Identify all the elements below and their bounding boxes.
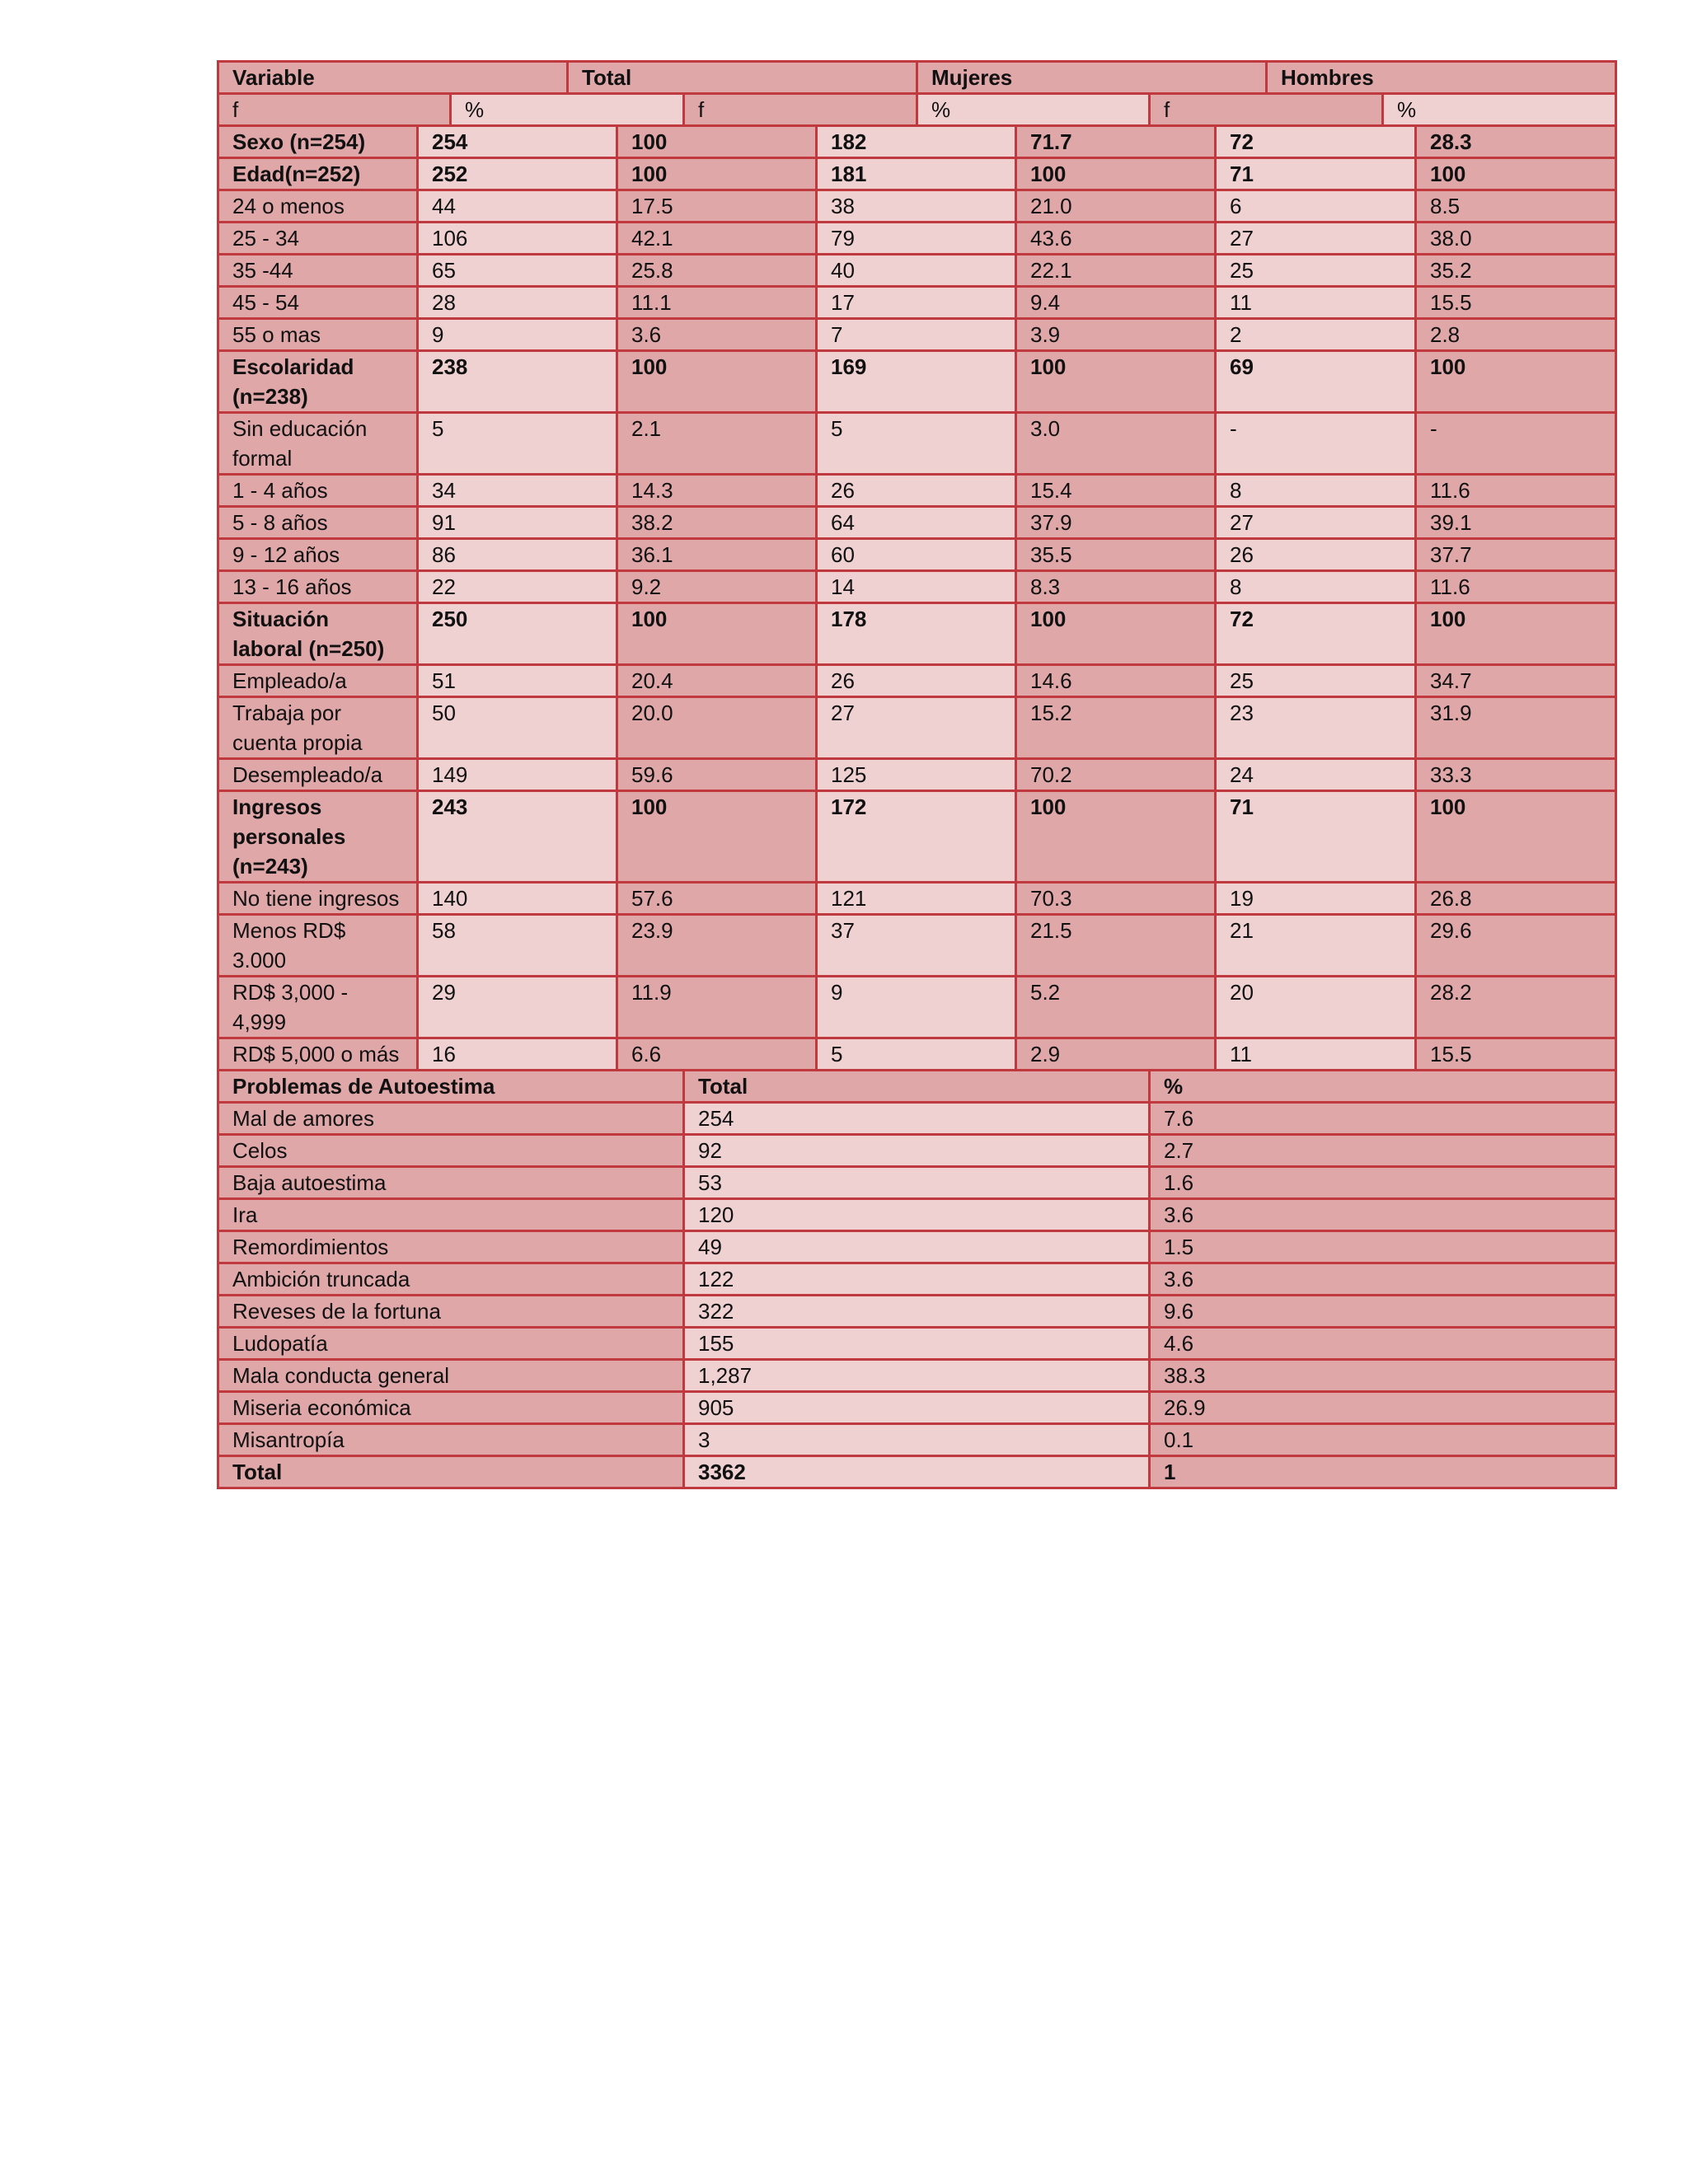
- row-value-cell: 20.0: [617, 697, 817, 759]
- row-value-cell: 21.5: [1016, 915, 1216, 977]
- row-value-cell: 51: [418, 665, 617, 697]
- row-value-cell: 69: [1216, 351, 1416, 413]
- row-value-cell: 25.8: [617, 255, 817, 287]
- subheader-cell: f: [684, 94, 917, 126]
- row-value-cell: 11: [1216, 1038, 1416, 1071]
- problem-total: 254: [684, 1103, 1150, 1135]
- problem-label: Mala conducta general: [218, 1360, 684, 1392]
- problem-label: Baja autoestima: [218, 1167, 684, 1199]
- subheader-row-table: [217, 92, 1617, 127]
- row-label: Sexo (n=254): [218, 126, 418, 158]
- row-value-cell: 9: [817, 977, 1016, 1038]
- row-value-cell: 14: [817, 571, 1016, 603]
- row-label: RD$ 3,000 - 4,999: [218, 977, 418, 1038]
- row-label: 45 - 54: [218, 287, 418, 319]
- row-value-cell: 172: [817, 791, 1016, 883]
- row-value-cell: 238: [418, 351, 617, 413]
- problem-total: 905: [684, 1392, 1150, 1424]
- row-value-cell: 21.0: [1016, 190, 1216, 223]
- row-value-cell: 60: [817, 539, 1016, 571]
- row-value-cell: 34: [418, 475, 617, 507]
- problem-percent: 3.6: [1150, 1263, 1616, 1296]
- problem-percent: 1.5: [1150, 1231, 1616, 1263]
- row-value-cell: 39.1: [1416, 507, 1616, 539]
- row-label: 24 o menos: [218, 190, 418, 223]
- row-value-cell: 44: [418, 190, 617, 223]
- row-value-cell: 100: [1416, 791, 1616, 883]
- problem-percent: 1.6: [1150, 1167, 1616, 1199]
- problem-percent: 26.9: [1150, 1392, 1616, 1424]
- row-value-cell: 7: [817, 319, 1016, 351]
- row-label: Situación laboral (n=250): [218, 603, 418, 665]
- problems-header-percent: %: [1150, 1071, 1616, 1103]
- row-value-cell: 5: [418, 413, 617, 475]
- row-label: Edad(n=252): [218, 158, 418, 190]
- row-value-cell: 9.4: [1016, 287, 1216, 319]
- row-value-cell: 100: [1016, 158, 1216, 190]
- row-value-cell: 100: [1416, 603, 1616, 665]
- problems-row: [218, 1167, 1616, 1199]
- problems-row: [218, 1360, 1616, 1392]
- header-variable: Variable: [218, 62, 568, 94]
- problems-header-label: Problemas de Autoestima: [218, 1071, 684, 1103]
- problem-label: Total: [218, 1456, 684, 1488]
- row-value-cell: 22.1: [1016, 255, 1216, 287]
- table-row: [218, 287, 1616, 319]
- row-value-cell: 26: [817, 665, 1016, 697]
- data-table-document: [217, 60, 1615, 1489]
- row-value-cell: 100: [617, 158, 817, 190]
- problems-row: [218, 1296, 1616, 1328]
- row-value-cell: 8.5: [1416, 190, 1616, 223]
- table-row: [218, 126, 1616, 158]
- row-value-cell: 72: [1216, 603, 1416, 665]
- row-value-cell: 20: [1216, 977, 1416, 1038]
- row-value-cell: 33.3: [1416, 759, 1616, 791]
- row-value-cell: 8.3: [1016, 571, 1216, 603]
- problems-row: [218, 1392, 1616, 1424]
- row-value-cell: 38: [817, 190, 1016, 223]
- row-value-cell: 100: [617, 791, 817, 883]
- problem-percent: 1: [1150, 1456, 1616, 1488]
- row-value-cell: 36.1: [617, 539, 817, 571]
- row-value-cell: -: [1416, 413, 1616, 475]
- row-value-cell: 125: [817, 759, 1016, 791]
- problem-label: Ira: [218, 1199, 684, 1231]
- problem-total: 1,287: [684, 1360, 1150, 1392]
- row-value-cell: 21: [1216, 915, 1416, 977]
- problem-label: Mal de amores: [218, 1103, 684, 1135]
- row-value-cell: 28: [418, 287, 617, 319]
- problem-total: 3362: [684, 1456, 1150, 1488]
- row-value-cell: 22: [418, 571, 617, 603]
- problem-percent: 38.3: [1150, 1360, 1616, 1392]
- row-value-cell: 37.9: [1016, 507, 1216, 539]
- row-value-cell: 58: [418, 915, 617, 977]
- problems-row: [218, 1424, 1616, 1456]
- table-row: [218, 190, 1616, 223]
- problem-label: Remordimientos: [218, 1231, 684, 1263]
- problem-label: Miseria económica: [218, 1392, 684, 1424]
- row-value-cell: 100: [1016, 603, 1216, 665]
- problem-total: 322: [684, 1296, 1150, 1328]
- row-label: 1 - 4 años: [218, 475, 418, 507]
- row-label: Menos RD$ 3.000: [218, 915, 418, 977]
- row-label: Trabaja por cuenta propia: [218, 697, 418, 759]
- table-row: [218, 158, 1616, 190]
- table-row: [218, 915, 1616, 977]
- row-value-cell: 42.1: [617, 223, 817, 255]
- table-row: [218, 603, 1616, 665]
- header-mujeres: Mujeres: [917, 62, 1267, 94]
- row-value-cell: 2.8: [1416, 319, 1616, 351]
- row-value-cell: 178: [817, 603, 1016, 665]
- problem-total: 120: [684, 1199, 1150, 1231]
- self-esteem-problems-body: [218, 1071, 1616, 1488]
- row-value-cell: 15.5: [1416, 287, 1616, 319]
- problems-header-row: [218, 1071, 1616, 1103]
- row-value-cell: 182: [817, 126, 1016, 158]
- row-value-cell: 70.3: [1016, 883, 1216, 915]
- row-value-cell: 25: [1216, 665, 1416, 697]
- row-value-cell: 2.1: [617, 413, 817, 475]
- row-value-cell: 79: [817, 223, 1016, 255]
- row-value-cell: 26: [1216, 539, 1416, 571]
- demographics-table: [217, 124, 1617, 1071]
- row-value-cell: 149: [418, 759, 617, 791]
- row-value-cell: 11: [1216, 287, 1416, 319]
- row-value-cell: 37: [817, 915, 1016, 977]
- row-value-cell: 250: [418, 603, 617, 665]
- row-value-cell: 50: [418, 697, 617, 759]
- row-value-cell: 24: [1216, 759, 1416, 791]
- table-row: [218, 697, 1616, 759]
- problems-row: [218, 1199, 1616, 1231]
- problem-percent: 3.6: [1150, 1199, 1616, 1231]
- row-value-cell: 27: [817, 697, 1016, 759]
- problem-label: Ambición truncada: [218, 1263, 684, 1296]
- row-value-cell: 28.2: [1416, 977, 1616, 1038]
- table-row: [218, 475, 1616, 507]
- row-value-cell: 100: [1416, 158, 1616, 190]
- row-value-cell: 100: [617, 603, 817, 665]
- row-value-cell: 35.2: [1416, 255, 1616, 287]
- subheader-cell: %: [1383, 94, 1616, 126]
- row-value-cell: 181: [817, 158, 1016, 190]
- row-value-cell: 17: [817, 287, 1016, 319]
- table-row: [218, 351, 1616, 413]
- header-row-table: [217, 60, 1617, 95]
- subheader-cell: %: [451, 94, 684, 126]
- problem-percent: 0.1: [1150, 1424, 1616, 1456]
- problem-label: Celos: [218, 1135, 684, 1167]
- row-label: 35 -44: [218, 255, 418, 287]
- problems-row: [218, 1263, 1616, 1296]
- table-row: [218, 1038, 1616, 1071]
- problem-total: 92: [684, 1135, 1150, 1167]
- row-value-cell: 15.4: [1016, 475, 1216, 507]
- row-value-cell: 252: [418, 158, 617, 190]
- header-row: [218, 62, 1616, 94]
- row-value-cell: 23: [1216, 697, 1416, 759]
- row-value-cell: 3.6: [617, 319, 817, 351]
- problem-total: 53: [684, 1167, 1150, 1199]
- row-value-cell: 6: [1216, 190, 1416, 223]
- problem-label: Ludopatía: [218, 1328, 684, 1360]
- row-value-cell: 3.0: [1016, 413, 1216, 475]
- demographics-table-body: [218, 126, 1616, 1071]
- table-row: [218, 319, 1616, 351]
- problem-percent: 9.6: [1150, 1296, 1616, 1328]
- row-value-cell: 57.6: [617, 883, 817, 915]
- row-value-cell: 29: [418, 977, 617, 1038]
- row-value-cell: 243: [418, 791, 617, 883]
- row-value-cell: 26: [817, 475, 1016, 507]
- row-value-cell: 121: [817, 883, 1016, 915]
- row-value-cell: 5: [817, 413, 1016, 475]
- row-value-cell: 5: [817, 1038, 1016, 1071]
- row-value-cell: 31.9: [1416, 697, 1616, 759]
- problem-total: 122: [684, 1263, 1150, 1296]
- row-label: Sin educación formal: [218, 413, 418, 475]
- problems-header-total: Total: [684, 1071, 1150, 1103]
- problem-label: Reveses de la fortuna: [218, 1296, 684, 1328]
- subheader-cell: f: [218, 94, 451, 126]
- row-label: Desempleado/a: [218, 759, 418, 791]
- problems-row: [218, 1231, 1616, 1263]
- problem-label: Misantropía: [218, 1424, 684, 1456]
- row-label: 13 - 16 años: [218, 571, 418, 603]
- row-value-cell: 35.5: [1016, 539, 1216, 571]
- table-row: [218, 507, 1616, 539]
- row-label: Empleado/a: [218, 665, 418, 697]
- table-row: [218, 413, 1616, 475]
- row-label: 25 - 34: [218, 223, 418, 255]
- row-value-cell: 91: [418, 507, 617, 539]
- row-value-cell: 86: [418, 539, 617, 571]
- table-row: [218, 759, 1616, 791]
- table-row: [218, 791, 1616, 883]
- row-value-cell: 71: [1216, 791, 1416, 883]
- row-value-cell: 29.6: [1416, 915, 1616, 977]
- problems-row: [218, 1328, 1616, 1360]
- row-value-cell: 38.2: [617, 507, 817, 539]
- row-label: RD$ 5,000 o más: [218, 1038, 418, 1071]
- row-value-cell: 23.9: [617, 915, 817, 977]
- table-row: [218, 539, 1616, 571]
- row-label: 55 o mas: [218, 319, 418, 351]
- header-hombres: Hombres: [1267, 62, 1616, 94]
- row-value-cell: 100: [1016, 791, 1216, 883]
- row-value-cell: 100: [1016, 351, 1216, 413]
- problems-total-row: [218, 1456, 1616, 1488]
- subheader-cell: f: [1150, 94, 1383, 126]
- row-value-cell: 100: [617, 126, 817, 158]
- row-value-cell: 100: [1416, 351, 1616, 413]
- row-value-cell: 9.2: [617, 571, 817, 603]
- row-value-cell: 40: [817, 255, 1016, 287]
- row-value-cell: 11.6: [1416, 475, 1616, 507]
- problems-row: [218, 1135, 1616, 1167]
- row-value-cell: 11.9: [617, 977, 817, 1038]
- row-value-cell: 43.6: [1016, 223, 1216, 255]
- row-value-cell: 27: [1216, 507, 1416, 539]
- row-value-cell: 72: [1216, 126, 1416, 158]
- row-value-cell: 71: [1216, 158, 1416, 190]
- row-label: Ingresos personales (n=243): [218, 791, 418, 883]
- row-value-cell: 25: [1216, 255, 1416, 287]
- problems-row: [218, 1103, 1616, 1135]
- row-value-cell: 2.9: [1016, 1038, 1216, 1071]
- table-row: [218, 665, 1616, 697]
- row-value-cell: 140: [418, 883, 617, 915]
- row-label: No tiene ingresos: [218, 883, 418, 915]
- row-value-cell: 59.6: [617, 759, 817, 791]
- table-row: [218, 571, 1616, 603]
- row-value-cell: 27: [1216, 223, 1416, 255]
- row-value-cell: 16: [418, 1038, 617, 1071]
- row-label: 5 - 8 años: [218, 507, 418, 539]
- row-value-cell: 28.3: [1416, 126, 1616, 158]
- problem-total: 155: [684, 1328, 1150, 1360]
- problem-total: 3: [684, 1424, 1150, 1456]
- problem-percent: 4.6: [1150, 1328, 1616, 1360]
- problem-percent: 2.7: [1150, 1135, 1616, 1167]
- problem-percent: 7.6: [1150, 1103, 1616, 1135]
- header-total: Total: [568, 62, 917, 94]
- row-value-cell: 8: [1216, 571, 1416, 603]
- row-value-cell: 15.2: [1016, 697, 1216, 759]
- row-value-cell: 6.6: [617, 1038, 817, 1071]
- row-value-cell: 106: [418, 223, 617, 255]
- table-row: [218, 255, 1616, 287]
- row-label: Escolaridad (n=238): [218, 351, 418, 413]
- row-value-cell: -: [1216, 413, 1416, 475]
- row-value-cell: 64: [817, 507, 1016, 539]
- row-value-cell: 2: [1216, 319, 1416, 351]
- row-label: 9 - 12 años: [218, 539, 418, 571]
- row-value-cell: 26.8: [1416, 883, 1616, 915]
- row-value-cell: 14.6: [1016, 665, 1216, 697]
- row-value-cell: 5.2: [1016, 977, 1216, 1038]
- table-row: [218, 977, 1616, 1038]
- problem-total: 49: [684, 1231, 1150, 1263]
- self-esteem-problems-table: [217, 1069, 1617, 1489]
- row-value-cell: 34.7: [1416, 665, 1616, 697]
- row-value-cell: 20.4: [617, 665, 817, 697]
- row-value-cell: 65: [418, 255, 617, 287]
- row-value-cell: 11.6: [1416, 571, 1616, 603]
- subheader-row: [218, 94, 1616, 126]
- row-value-cell: 19: [1216, 883, 1416, 915]
- row-value-cell: 169: [817, 351, 1016, 413]
- row-value-cell: 3.9: [1016, 319, 1216, 351]
- row-value-cell: 17.5: [617, 190, 817, 223]
- row-value-cell: 14.3: [617, 475, 817, 507]
- row-value-cell: 37.7: [1416, 539, 1616, 571]
- table-row: [218, 883, 1616, 915]
- table-row: [218, 223, 1616, 255]
- row-value-cell: 9: [418, 319, 617, 351]
- row-value-cell: 11.1: [617, 287, 817, 319]
- row-value-cell: 8: [1216, 475, 1416, 507]
- row-value-cell: 38.0: [1416, 223, 1616, 255]
- row-value-cell: 71.7: [1016, 126, 1216, 158]
- subheader-cell: %: [917, 94, 1150, 126]
- row-value-cell: 254: [418, 126, 617, 158]
- row-value-cell: 15.5: [1416, 1038, 1616, 1071]
- row-value-cell: 100: [617, 351, 817, 413]
- row-value-cell: 70.2: [1016, 759, 1216, 791]
